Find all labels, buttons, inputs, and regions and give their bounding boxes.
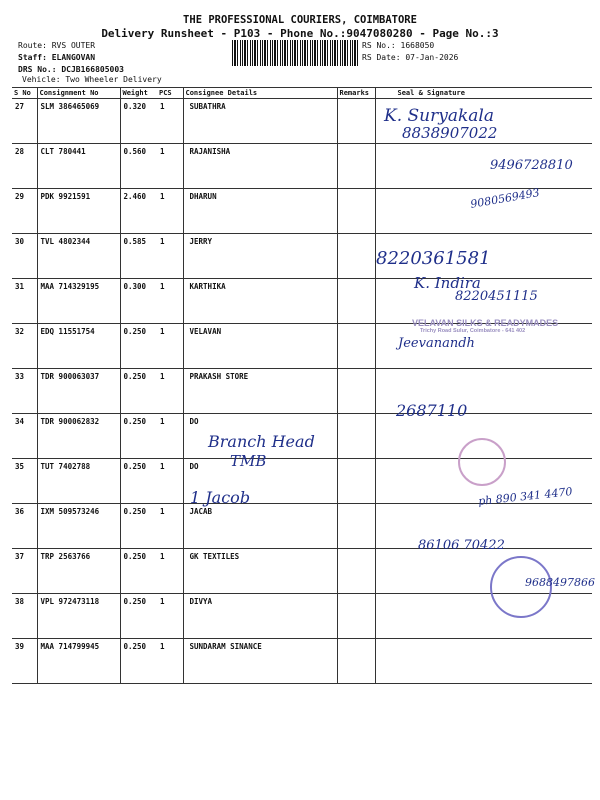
remarks[interactable] — [337, 144, 375, 189]
col-weight: Weight — [120, 88, 157, 99]
consignee: DHARUN — [183, 189, 337, 234]
table-row — [12, 639, 592, 684]
seal-stamp — [458, 438, 506, 486]
col-remarks: Remarks — [337, 88, 375, 99]
consignment-no: TUT 7402788 — [37, 459, 120, 504]
table-row — [12, 99, 592, 144]
handwriting: 9080569493 — [469, 186, 541, 211]
s-no: 28 — [12, 144, 37, 189]
consignee: GK TEXTILES — [183, 549, 337, 594]
remarks[interactable] — [337, 459, 375, 504]
consignment-no: CLT 780441 — [37, 144, 120, 189]
vehicle: Vehicle: Two Wheeler Delivery — [22, 75, 162, 84]
weight: 2.460 — [120, 189, 157, 234]
s-no: 39 — [12, 639, 37, 684]
pcs: 1 — [157, 99, 183, 144]
pcs: 1 — [157, 594, 183, 639]
consignment-no: TDR 900063037 — [37, 369, 120, 414]
pcs: 1 — [157, 504, 183, 549]
pcs: 1 — [157, 234, 183, 279]
consignee: JACAB — [183, 504, 337, 549]
handwriting: 2687110 — [396, 401, 468, 420]
table-row — [12, 504, 592, 549]
stamp-line2: Trichy Road Sulur, Coimbatore - 641 402 — [420, 328, 526, 334]
remarks[interactable] — [337, 99, 375, 144]
s-no: 27 — [12, 99, 37, 144]
weight: 0.320 — [120, 99, 157, 144]
handwriting: K. Suryakala — [384, 106, 494, 126]
staff: Staff: ELANGOVAN — [18, 53, 96, 62]
rs-date: RS Date: 07-Jan-2026 — [362, 53, 459, 62]
seal-signature[interactable] — [375, 594, 592, 639]
s-no: 31 — [12, 279, 37, 324]
consignment-no: MAA 714799945 — [37, 639, 120, 684]
consignment-no: PDK 9921591 — [37, 189, 120, 234]
s-no: 35 — [12, 459, 37, 504]
weight: 0.250 — [120, 594, 157, 639]
s-no: 30 — [12, 234, 37, 279]
handwriting: Branch Head — [208, 432, 315, 451]
consignment-no: MAA 714329195 — [37, 279, 120, 324]
weight: 0.250 — [120, 504, 157, 549]
col-consignment: Consignment No — [37, 88, 120, 99]
weight: 0.300 — [120, 279, 157, 324]
remarks[interactable] — [337, 549, 375, 594]
stamp-line1: VELAVAN SILKS & READYMADES — [412, 318, 559, 328]
rs-no: RS No.: 1668050 — [362, 41, 435, 50]
table-row — [12, 369, 592, 414]
consignment-no: SLM 386465069 — [37, 99, 120, 144]
pcs: 1 — [157, 459, 183, 504]
s-no: 29 — [12, 189, 37, 234]
pcs: 1 — [157, 639, 183, 684]
weight: 0.250 — [120, 459, 157, 504]
weight: 0.250 — [120, 414, 157, 459]
handwriting: 8220361581 — [376, 248, 491, 269]
consignment-no: TVL 4802344 — [37, 234, 120, 279]
consignee: VELAVAN — [183, 324, 337, 369]
consignment-no: IXM 509573246 — [37, 504, 120, 549]
remarks[interactable] — [337, 504, 375, 549]
consignment-no: TRP 2563766 — [37, 549, 120, 594]
pcs: 1 — [157, 189, 183, 234]
handwriting: 8220451115 — [455, 289, 538, 304]
seal-signature[interactable] — [375, 639, 592, 684]
consignment-no: EDQ 11551754 — [37, 324, 120, 369]
consignee: SUNDARAM SINANCE — [183, 639, 337, 684]
consignee: RAJANISHA — [183, 144, 337, 189]
consignee: DO — [183, 459, 337, 504]
s-no: 33 — [12, 369, 37, 414]
handwriting: K. Indira — [414, 274, 481, 292]
remarks[interactable] — [337, 234, 375, 279]
handwriting: Jeevanandh — [398, 336, 475, 351]
remarks[interactable] — [337, 414, 375, 459]
weight: 0.250 — [120, 549, 157, 594]
s-no: 38 — [12, 594, 37, 639]
weight: 0.250 — [120, 369, 157, 414]
handwriting: ph 890 341 4470 — [477, 485, 574, 508]
pcs: 1 — [157, 279, 183, 324]
weight: 0.585 — [120, 234, 157, 279]
handwriting: 8838907022 — [402, 124, 498, 142]
handwriting: 9496728810 — [490, 158, 573, 173]
consignee: DO — [183, 414, 337, 459]
col-seal: Seal & Signature — [375, 88, 592, 99]
col-sno: S No — [12, 88, 37, 99]
col-pcs: PCS — [157, 88, 183, 99]
col-consignee: Consignee Details — [183, 88, 337, 99]
s-no: 32 — [12, 324, 37, 369]
handwriting: TMB — [230, 452, 267, 470]
pcs: 1 — [157, 549, 183, 594]
consignment-no: TDR 900062832 — [37, 414, 120, 459]
consignee: SUBATHRA — [183, 99, 337, 144]
remarks[interactable] — [337, 189, 375, 234]
route: Route: RVS OUTER — [18, 41, 96, 50]
pcs: 1 — [157, 324, 183, 369]
runsheet-subtitle: Delivery Runsheet - P103 - Phone No.:9047080280 - Page No.:3 — [101, 27, 499, 40]
remarks[interactable] — [337, 324, 375, 369]
remarks[interactable] — [337, 279, 375, 324]
consignment-no: VPL 972473118 — [37, 594, 120, 639]
s-no: 36 — [12, 504, 37, 549]
pcs: 1 — [157, 414, 183, 459]
handwriting: 86106 70422 — [418, 538, 505, 553]
handwriting: 9688497866 — [525, 576, 595, 589]
barcode — [232, 40, 358, 66]
remarks[interactable] — [337, 639, 375, 684]
table-row — [12, 234, 592, 279]
consignee: JERRY — [183, 234, 337, 279]
weight: 0.250 — [120, 639, 157, 684]
company-title: THE PROFESSIONAL COURIERS, COIMBATORE — [183, 14, 417, 26]
weight: 0.250 — [120, 324, 157, 369]
pcs: 1 — [157, 144, 183, 189]
drs-no: DRS No.: DCJB166805003 — [18, 65, 124, 74]
s-no: 37 — [12, 549, 37, 594]
weight: 0.560 — [120, 144, 157, 189]
remarks[interactable] — [337, 594, 375, 639]
consignee: KARTHIKA — [183, 279, 337, 324]
handwriting: 1 Jacob — [190, 488, 251, 507]
consignee: DIVYA — [183, 594, 337, 639]
s-no: 34 — [12, 414, 37, 459]
pcs: 1 — [157, 369, 183, 414]
remarks[interactable] — [337, 369, 375, 414]
consignee: PRAKASH STORE — [183, 369, 337, 414]
